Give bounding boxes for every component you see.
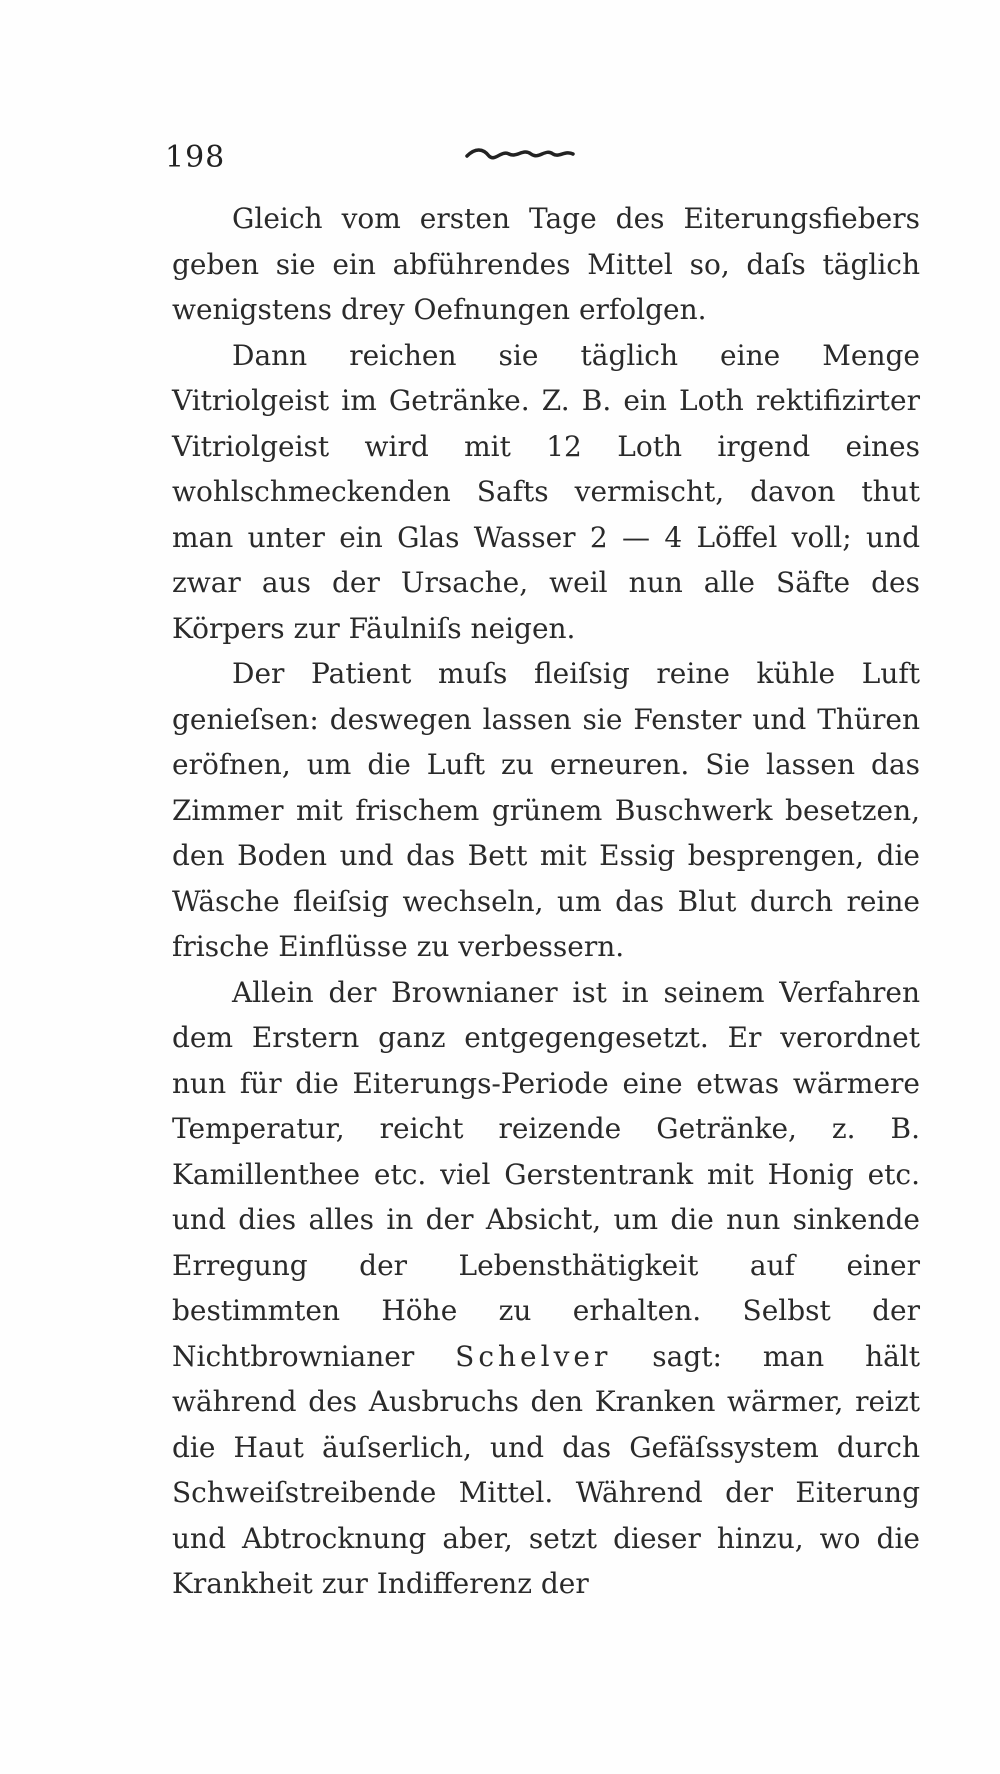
paragraph-4-text-before: Allein der Brownianer ist in seinem Verfahren dem Erstern ganz entgegengesetzt. Er verordnet nun für die Eiterungs-Periode eine etwas wärmere Temperatur, reicht reizende Getränke, z. B. Kamillenthee etc. viel Gerstentrank mit Honig etc. und dies alles in der Absicht, um die nun sinkende Erregung der Lebensthätigkeit auf einer bestimmten Höhe zu erhalten. Selbst der Nichtbrownianer	[172, 975, 920, 1373]
paragraph-1: Gleich vom ersten Tage des Eiterungsfiebers geben sie ein abführendes Mittel so, daſs täglich wenigstens drey Oefnungen erfolgen.	[172, 202, 920, 326]
paragraph-4	[172, 970, 920, 1607]
paragraph-2: Dann reichen sie täglich eine Menge Vitriolgeist im Getränke. Z. B. ein Loth rektifizirter Vitriolgeist wird mit 12 Loth irgend eines wohlschmeckenden Safts vermischt, davon thut man unter ein Glas Wasser 2 — 4 Löffel voll; und zwar aus der Ursache, weil nun alle Säfte des Körpers zur Fäulniſs neigen.	[172, 338, 920, 645]
paragraph-4-spaced-name: Schelver	[455, 1339, 612, 1373]
paragraph-4-text-after: sagt: man hält während des Ausbruchs den Kranken wärmer, reizt die Haut äuſserlich, und das Gefäſssystem durch Schweiſstreibende Mittel. Während der Eiterung und Abtrocknung aber, setzt dieser hinzu, wo die Krankheit zur Indifferenz der	[172, 1339, 921, 1600]
page-header	[165, 140, 925, 180]
page-number: 198	[165, 140, 226, 175]
wavy-line-ornament-icon	[465, 144, 575, 168]
paragraph-3: Der Patient muſs fleiſsig reine kühle Luft genieſsen: deswegen lassen sie Fenster und Thüren eröfnen, um die Luft zu erneuren. Sie lassen das Zimmer mit frischem grünem Buschwerk besetzen, den Boden und das Bett mit Essig besprengen, die Wäsche fleiſsig wechseln, um das Blut durch reine frische Einflüsse zu verbessern.	[172, 657, 920, 963]
body-text	[172, 196, 920, 1607]
